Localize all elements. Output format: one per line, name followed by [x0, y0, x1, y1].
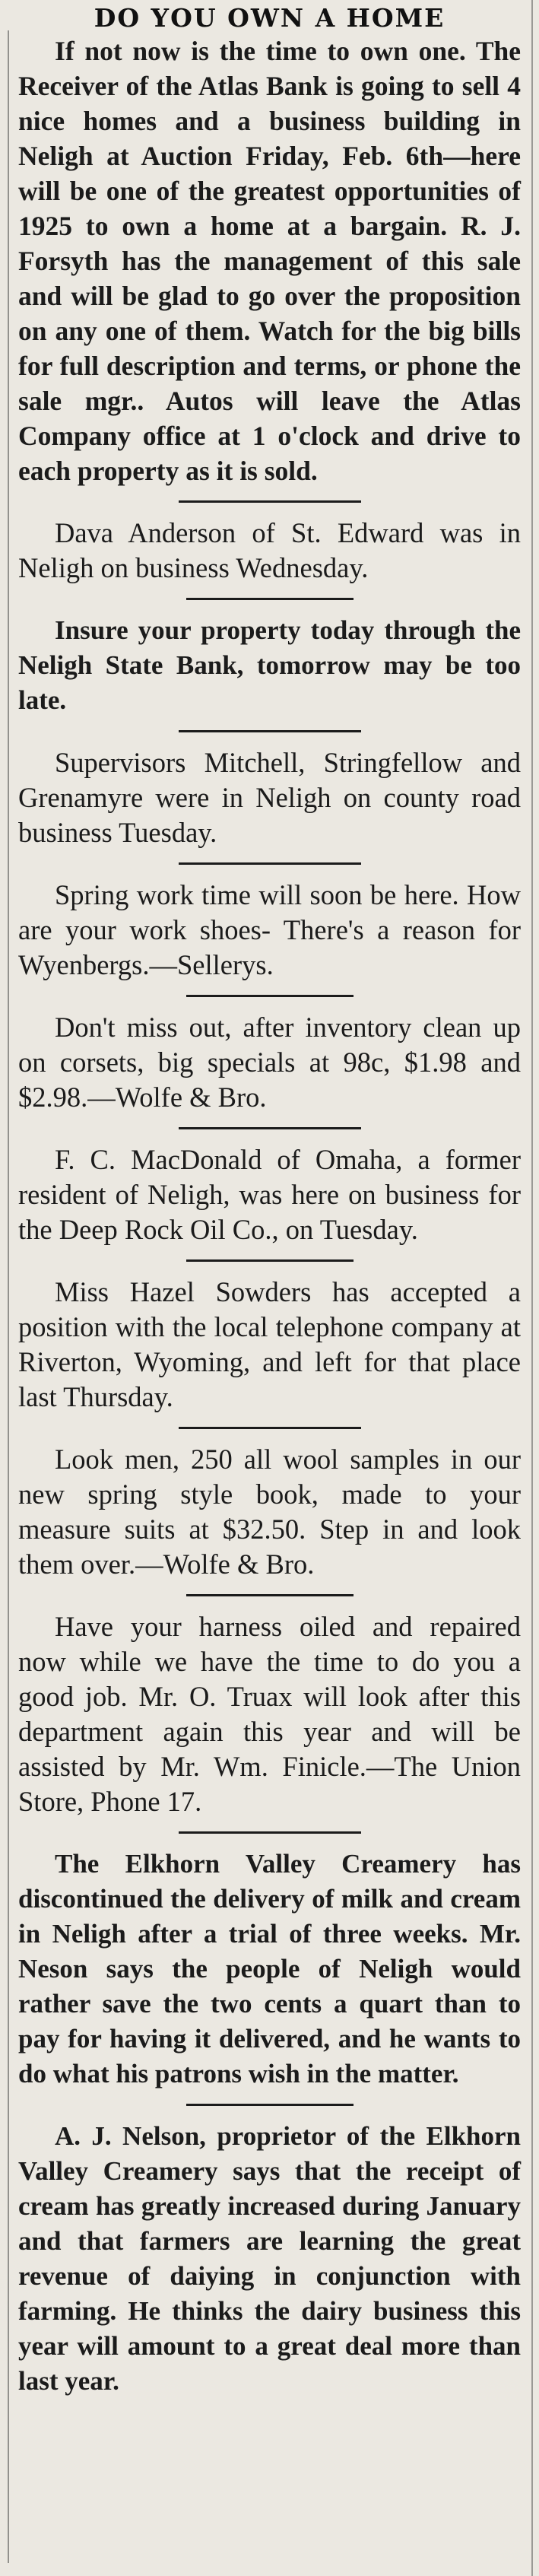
column-border-left — [8, 30, 9, 2563]
item-anderson: Dava Anderson of St. Edward was in Neligh on business Wednesday. — [18, 517, 521, 583]
divider-rule — [186, 598, 354, 600]
divider-rule — [179, 1831, 361, 1834]
item-insure: Insure your property today through the Neligh State Bank, tomorrow may be too late. — [18, 615, 521, 715]
item-sowders: Miss Hazel Sowders has accepted a position with the local telephone company at Riverton, Wyoming, and left for that place last Thursday. — [18, 1276, 521, 1412]
divider-rule — [186, 1594, 354, 1596]
divider-rule — [179, 862, 361, 865]
item-creamery: The Elkhorn Valley Creamery has discontinued the delivery of milk and cream in Neligh after a trial of three weeks. Mr. Neson says the people of Neligh would rather save the two cents a quart than to pay for having it delivered, and he wants to do what his patrons wish in the matter. — [18, 1849, 521, 2088]
item-harness: Have your harness oiled and repaired now while we have the time to do you a good job. Mr. O. Truax will look after this department again this year and will be assisted by Mr. Wm. Finicle.—The Union Store, Phone 17. — [18, 1611, 521, 1817]
item-shoes: Spring work time will soon be here. How are your work shoes- There's a reason for Wyenbergs.—Sellerys. — [18, 879, 521, 980]
item-wool: Look men, 250 all wool samples in our new spring style book, made to your measure suits at $32.50. Step in and look them over.—Wolfe & Bro. — [18, 1444, 521, 1580]
divider-rule — [186, 995, 354, 997]
column-border-right — [531, 0, 533, 2576]
item-auction: If not now is the time to own one. The Receiver of the Atlas Bank is going to sell 4 nice homes and a business building in Neligh at Auction Friday, Feb. 6th—here will be one of the greatest opportunities of 1925 to own a home at a bargain. R. J. Forsyth has the management of this sale and will be glad to go over the proposition on any one of them. Watch for the big bills for full description and terms, or phone the sale mgr.. Autos will leave the Atlas Company office at 1 o'clock and drive to each property as it is sold. — [18, 36, 521, 486]
divider-rule — [186, 2104, 354, 2106]
divider-rule — [179, 500, 361, 503]
divider-rule — [179, 730, 361, 732]
item-macdonald: F. C. MacDonald of Omaha, a former resident of Neligh, was here on business for the Deep Rock Oil Co., on Tuesday. — [18, 1144, 521, 1245]
headline: DO YOU OWN A HOME — [94, 3, 445, 33]
divider-rule — [179, 1127, 361, 1129]
divider-rule — [186, 1259, 354, 1262]
item-supervisors: Supervisors Mitchell, Stringfellow and Grenamyre were in Neligh on county road business Tuesday. — [18, 747, 521, 848]
item-corsets: Don't miss out, after inventory clean up on corsets, big specials at 98c, $1.98 and $2.98.—Wolfe & Bro. — [18, 1012, 521, 1113]
divider-rule — [179, 1427, 361, 1429]
item-nelson: A. J. Nelson, proprietor of the Elkhorn Valley Creamery says that the receipt of cream has greatly increased during January and that farmers are learning the great revenue of daiying in conjunction with farming. He thinks the dairy business this year will amount to a great deal more than last year. — [18, 2121, 521, 2396]
